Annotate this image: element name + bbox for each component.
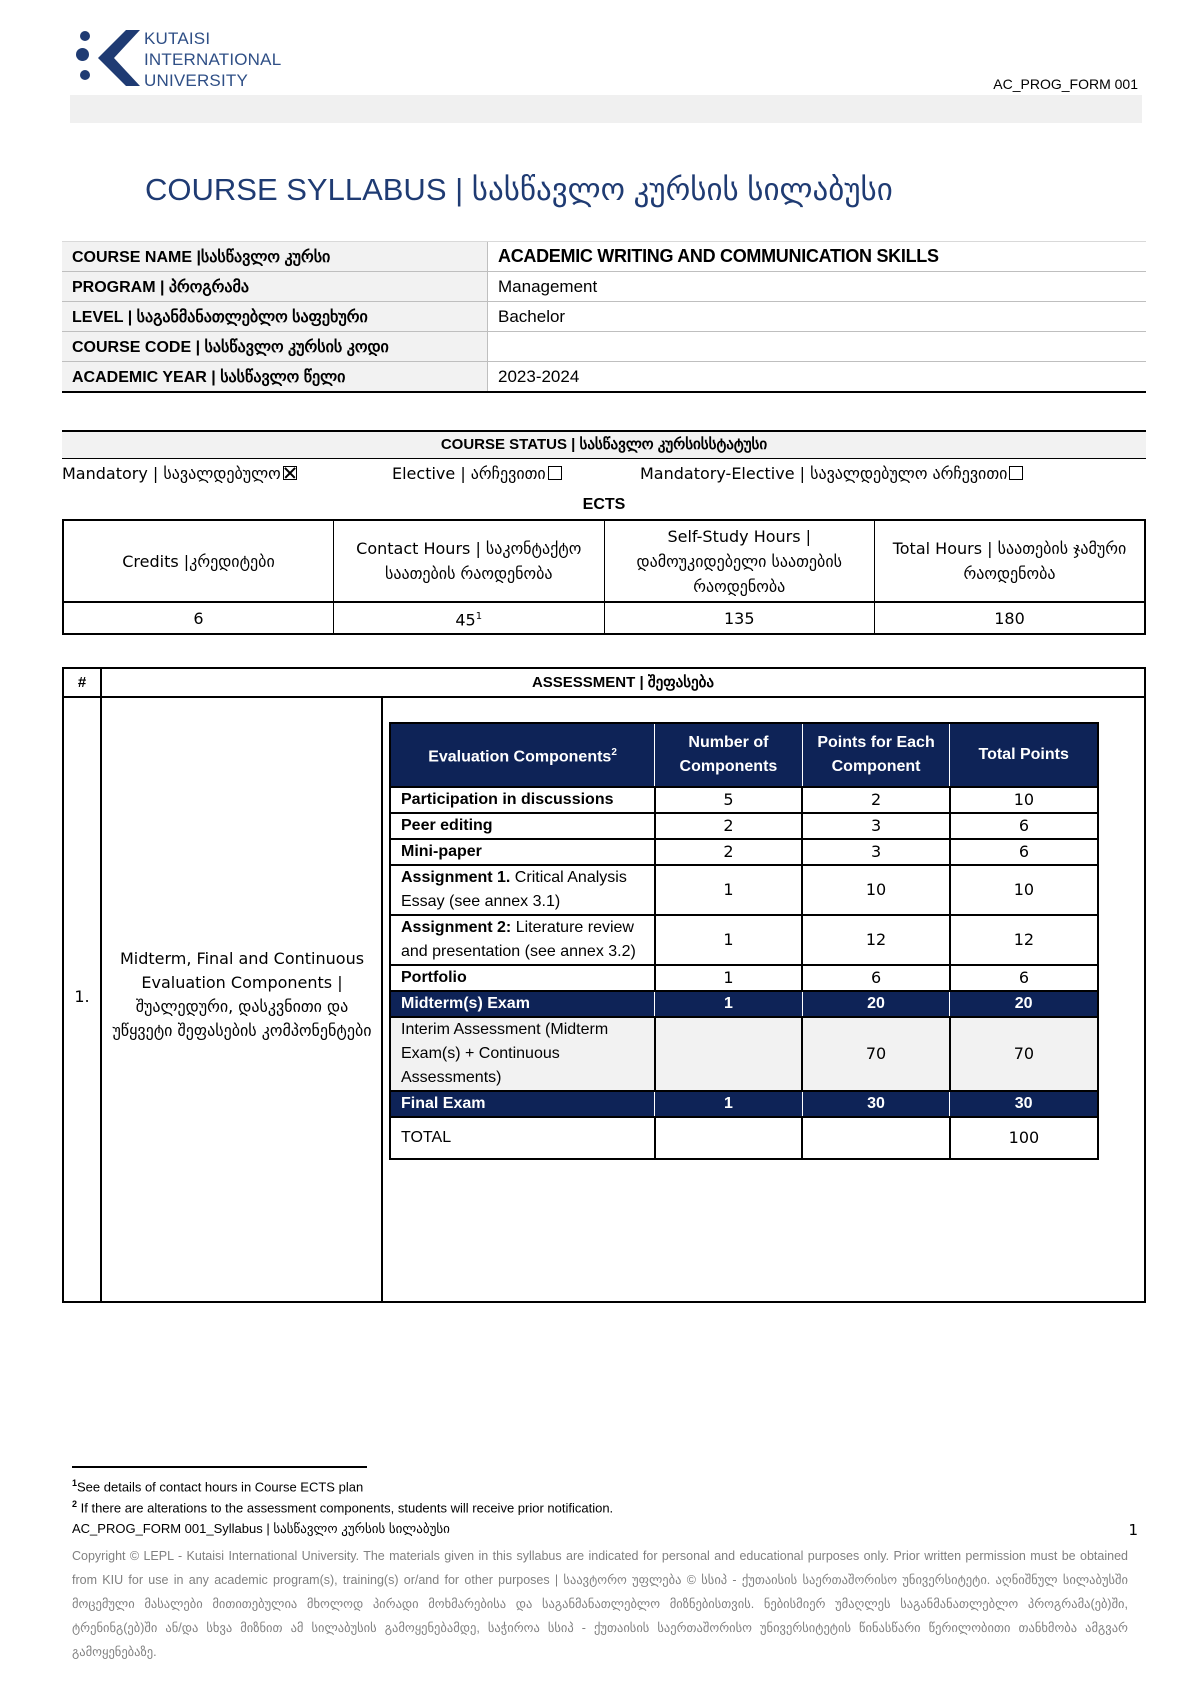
footnote-1: $^1$See details of contact hours in Course ECTS plan — [72, 1478, 364, 1495]
contact-hours-value: $45^1$ — [334, 602, 605, 634]
contact-hours-header: Contact Hours | საკონტაქტო საათების რაოდენობა — [334, 520, 605, 602]
ects-header-row — [63, 520, 1145, 602]
component-count: 1 — [655, 1091, 803, 1117]
component-name: Assignment 2: Literature review and presentation (see annex 3.2) — [390, 915, 655, 965]
assessment-title: ASSESSMENT | შეფასება — [531, 674, 715, 691]
component-count: 2 — [655, 839, 803, 865]
checkbox-unchecked-icon[interactable] — [548, 466, 562, 480]
total-points: 70 — [950, 1017, 1098, 1091]
component-count: 5 — [655, 787, 803, 813]
total-points: 6 — [950, 965, 1098, 991]
assessment-row-description: Midterm, Final and Continuous Evaluation Components | შუალედური, დასკვნითი და უწყვეტი შეფასების კომპონენტები — [112, 949, 372, 1040]
total-points: 30 — [950, 1091, 1098, 1117]
total-points: 12 — [950, 915, 1098, 965]
component-count: 2 — [655, 813, 803, 839]
form-code: AC_PROG_FORM 001 — [993, 76, 1138, 92]
points-each: 10 — [802, 865, 950, 915]
status-option-mandatory: Mandatory | სავალდებულო — [62, 460, 297, 488]
course-code-value — [488, 332, 1147, 362]
table-row — [390, 915, 1098, 965]
course-status-header: COURSE STATUS | სასწავლო კურსისსტატუსი — [62, 430, 1146, 459]
self-study-hours-value: 135 — [604, 602, 875, 634]
program-label: PROGRAM | პროგრამა — [62, 272, 488, 302]
footnote-2: $^2$ If there are alterations to the assessment components, students will receive prior notification. — [72, 1499, 614, 1516]
table-row — [390, 1017, 1098, 1091]
evaluation-components-table — [389, 722, 1099, 1160]
points-each: 30 — [802, 1091, 950, 1117]
footnote-divider — [72, 1466, 367, 1468]
component-name: Mini-paper — [390, 839, 655, 865]
credits-value: 6 — [63, 602, 334, 634]
status-option-elective: Elective | არჩევითი — [392, 460, 562, 488]
table-row — [390, 787, 1098, 813]
points-each — [802, 1117, 950, 1159]
total-hours-value: 180 — [875, 602, 1146, 634]
total-points: 10 — [950, 865, 1098, 915]
footer-document-name: AC_PROG_FORM 001_Syllabus | სასწავლო კურსის სილაბუსი — [72, 1521, 450, 1536]
status-option-mandatory-elective: Mandatory-Elective | სავალდებულო არჩევითი — [640, 460, 1023, 488]
academic-year-label: ACADEMIC YEAR | სასწავლო წელი — [62, 362, 488, 393]
component-name: Peer editing — [390, 813, 655, 839]
evaluation-rows — [390, 787, 1098, 1159]
level-value: Bachelor — [488, 302, 1147, 332]
logo-text: KUTAISI INTERNATIONAL UNIVERSITY — [144, 29, 282, 90]
copyright-notice: Copyright © LEPL - Kutaisi International University. The materials given in this syllabus are indicated for personal and educational purposes only. Prior written permission must be obtained from KIU for use in any academic program(s), training(s) or/and for other purposes | საავტორო უფლება © სსიპ - ქუთაისის საერთაშორისო უნივერსიტეტი. აღნიშნულ სილაბუსში მოცემული მასალები მითითებულია მხოლოდ პირადი მოხმარებისა და საგანმანათლებლო მიზნებისთვის. ნებისმიერ უმაღლეს საგანმანათლებლო პროგრამა(ებ)ში, ტრენინგ(ებ)ში ან/და სხვა მიზნით ამ სილაბუსის გამოყენებამდე, საჭიროა სსიპ - ქუთაისის საერთაშორისო უნივერსიტეტის წინასწარი წერილობითი თანხმობა ამგვარ გამოყენებაზე. — [72, 1549, 1128, 1659]
points-each: 20 — [802, 991, 950, 1017]
table-row — [390, 991, 1098, 1017]
table-row — [390, 839, 1098, 865]
course-name-value: ACADEMIC WRITING AND COMMUNICATION SKILLS — [488, 242, 1147, 272]
table-header-row — [390, 723, 1098, 787]
component-name: Final Exam — [390, 1091, 655, 1117]
course-name-row — [62, 242, 1146, 272]
component-count: 1 — [655, 991, 803, 1017]
row-number: 1. — [74, 987, 90, 1006]
program-value: Management — [488, 272, 1147, 302]
total-points: 10 — [950, 787, 1098, 813]
table-row — [390, 1091, 1098, 1117]
ects-table — [62, 519, 1146, 635]
total-points: 6 — [950, 839, 1098, 865]
points-each: 12 — [802, 915, 950, 965]
total-points: 6 — [950, 813, 1098, 839]
points-each: 6 — [802, 965, 950, 991]
assessment-header — [64, 669, 1144, 698]
points-each: 3 — [802, 813, 950, 839]
points-each-header: Points for Each Component — [802, 723, 950, 787]
points-each: 2 — [802, 787, 950, 813]
total-points-header: Total Points — [950, 723, 1098, 787]
component-name: TOTAL — [390, 1117, 655, 1159]
points-each: 70 — [802, 1017, 950, 1091]
component-name: Interim Assessment (Midterm Exam(s) + Continuous Assessments) — [390, 1017, 655, 1091]
evaluation-components-header: Evaluation Components$^2$ — [390, 723, 655, 787]
program-row — [62, 272, 1146, 302]
ects-label: ECTS — [582, 496, 626, 513]
component-count — [655, 1117, 803, 1159]
table-row — [390, 965, 1098, 991]
self-study-hours-header: Self-Study Hours | დამოუკიდებელი საათების რაოდენობა — [604, 520, 875, 602]
number-of-components-header: Number of Components — [655, 723, 803, 787]
component-name: Midterm(s) Exam — [390, 991, 655, 1017]
level-label: LEVEL | საგანმანათლებლო საფეხური — [62, 302, 488, 332]
page-title: COURSE SYLLABUS | სასწავლო კურსის სილაბუსი — [145, 172, 893, 207]
course-name-label: COURSE NAME |სასწავლო კურსი — [62, 242, 488, 272]
component-count — [655, 1017, 803, 1091]
footnote-ref: 1 — [475, 611, 483, 622]
total-points: 100 — [950, 1117, 1098, 1159]
total-hours-header: Total Hours | საათების ჯამური რაოდენობა — [875, 520, 1146, 602]
page-number: 1 — [1128, 1521, 1138, 1539]
course-code-label: COURSE CODE | სასწავლო კურსის კოდი — [62, 332, 488, 362]
header-band — [70, 95, 1142, 123]
level-row — [62, 302, 1146, 332]
number-column-header: # — [64, 669, 102, 696]
table-row — [390, 1117, 1098, 1159]
component-count: 1 — [655, 865, 803, 915]
ects-value-row — [63, 602, 1145, 634]
total-points: 20 — [950, 991, 1098, 1017]
component-count: 1 — [655, 965, 803, 991]
course-info-table — [62, 241, 1146, 393]
academic-year-value: 2023-2024 — [488, 362, 1147, 393]
footnote-ref: 2 — [611, 746, 617, 758]
component-name: Assignment 1. Critical Analysis Essay (see annex 3.1) — [390, 865, 655, 915]
university-logo — [76, 28, 282, 92]
course-code-row — [62, 332, 1146, 362]
credits-header: Credits |კრედიტები — [63, 520, 334, 602]
component-name: Participation in discussions — [390, 787, 655, 813]
points-each: 3 — [802, 839, 950, 865]
component-count: 1 — [655, 915, 803, 965]
academic-year-row — [62, 362, 1146, 393]
course-status-options — [62, 460, 1146, 488]
component-name: Portfolio — [390, 965, 655, 991]
checkbox-unchecked-icon[interactable] — [1009, 466, 1023, 480]
table-row — [390, 813, 1098, 839]
checkbox-checked-icon[interactable] — [283, 466, 297, 480]
table-row — [390, 865, 1098, 915]
